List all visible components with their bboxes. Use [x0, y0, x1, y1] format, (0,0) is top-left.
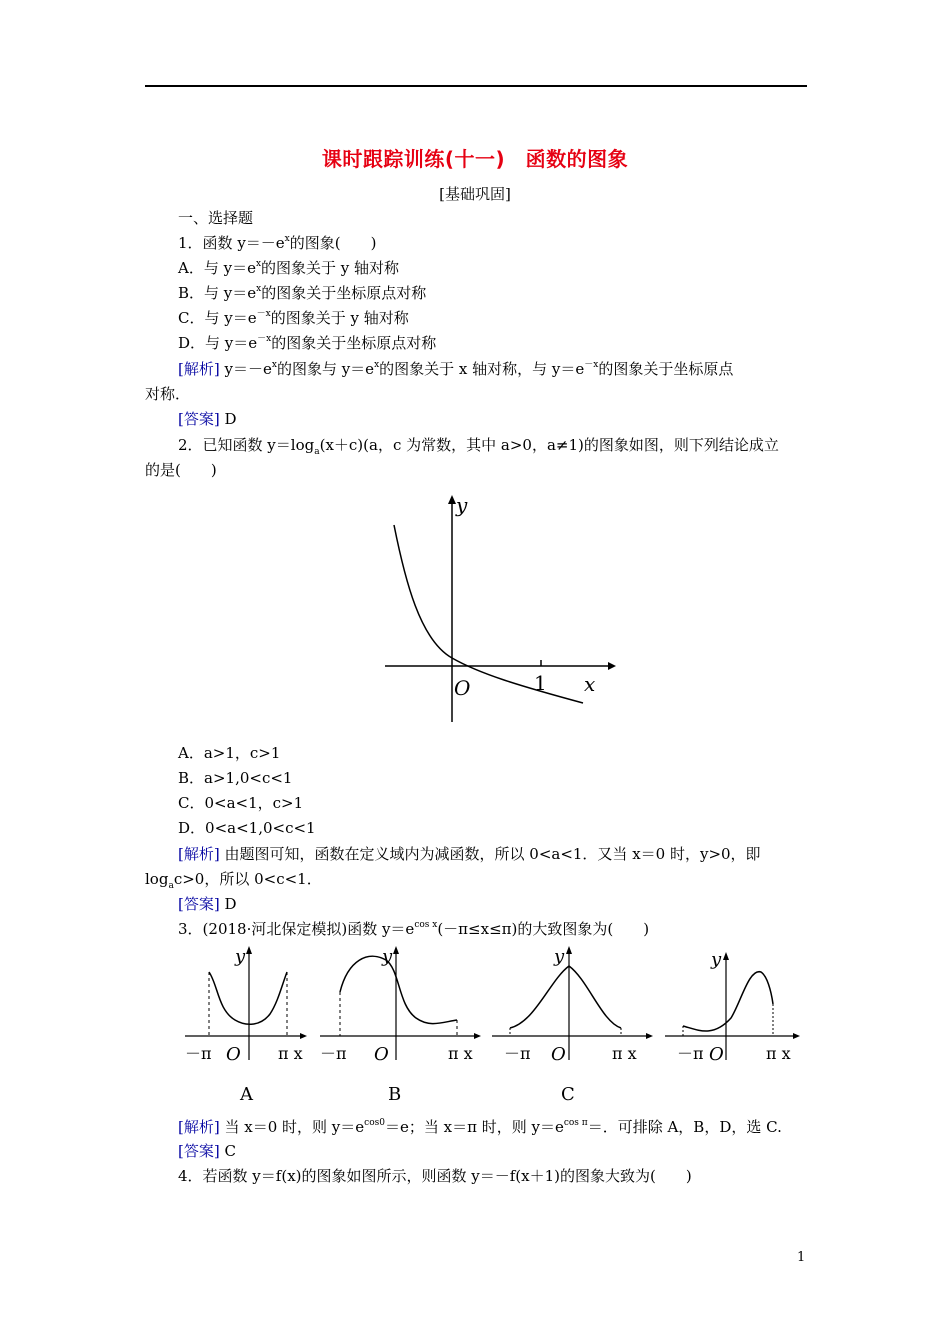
- q1-d-pre: D．与 y＝e: [178, 334, 258, 352]
- q1-analysis-b: 的图象与 y＝e: [276, 360, 375, 378]
- q3b-label-negpi: －π: [320, 1044, 347, 1063]
- q3c-label-pix: π x: [612, 1044, 637, 1063]
- q3d-label-y: y: [711, 949, 722, 970]
- q3b-label-y: y: [382, 946, 393, 967]
- q3-analysis-sup1: cos0: [364, 1118, 385, 1128]
- q1-stem: [178, 233, 376, 256]
- q1-analysis-a-sup: x: [271, 360, 277, 370]
- q3a-label-pix: π x: [278, 1044, 303, 1063]
- q1-answer-value: D: [224, 410, 237, 428]
- q2-graph: [380, 490, 620, 730]
- q3-stem: [178, 919, 649, 942]
- q2-analysis-rest: c>0，所以 0<c<1．: [173, 870, 322, 888]
- q3d-x-arrow: [793, 1033, 800, 1039]
- q3-analysis-c: ＝．可排除 A，B，D，选 C.: [587, 1118, 782, 1136]
- q2-curve: [394, 525, 583, 703]
- q3a-choice-label: A: [240, 1084, 253, 1105]
- q3-graph-d: [663, 940, 808, 1110]
- q2-stem-sub: a: [314, 447, 320, 457]
- q2-stem-b: (x＋c)(a，c 为常数，其中 a>0，a≠1)的图象如图，则下列结论成立: [319, 436, 779, 454]
- q1-analysis-line2: 对称．: [145, 385, 191, 403]
- header-rule: [145, 85, 807, 87]
- q1-a-pre: A．与 y＝e: [178, 259, 256, 277]
- q1-stem-fn: y＝－e: [237, 234, 285, 252]
- q2-option-d: D．0<a<1,0<c<1: [178, 819, 316, 837]
- q4-stem: 4．若函数 y＝f(x)的图象如图所示，则函数 y＝－f(x＋1)的图象大致为( ): [178, 1167, 692, 1185]
- page-number: 1: [797, 1250, 806, 1265]
- q3c-y-arrow: [566, 946, 572, 954]
- q1-option-a: [178, 258, 399, 281]
- q3-stem-a: 3．(2018·河北保定模拟)函数 y＝e: [178, 920, 415, 938]
- q3b-y-arrow: [393, 946, 399, 954]
- q2-label-y: y: [456, 493, 468, 517]
- q2-x-arrow: [608, 662, 616, 670]
- q3d-label-negpi: －π: [677, 1044, 704, 1063]
- answer-tag: [答案]: [178, 895, 220, 913]
- q3a-x-arrow: [300, 1033, 307, 1039]
- q2-label-o: O: [454, 676, 471, 700]
- q3a-y-arrow: [246, 946, 252, 954]
- q3-answer-value: C: [224, 1142, 236, 1160]
- q2-analysis: [178, 844, 761, 864]
- q2-analysis-line1: 由题图可知，函数在定义域内为减函数，所以 0<a<1．又当 x＝0 时，y>0，即: [224, 845, 761, 863]
- q1-d-sup: －x: [257, 334, 272, 344]
- q3c-choice-label: C: [561, 1084, 575, 1105]
- q3-graph-a: [180, 940, 315, 1110]
- q1-d-post: 的图象关于坐标原点对称: [271, 334, 437, 352]
- page-title: 课时跟踪训练(十一) 函数的图象: [321, 147, 629, 171]
- q3-analysis: [178, 1117, 782, 1140]
- q2-y-arrow: [448, 495, 456, 504]
- q1-analysis-c-sup: －x: [584, 360, 599, 370]
- section-heading: 一、选择题: [178, 209, 254, 227]
- q2-analysis-log: log: [145, 870, 169, 888]
- q1-a-sup: x: [255, 259, 262, 269]
- answer-tag: [答案]: [178, 410, 220, 428]
- q1-b-sup: x: [256, 284, 262, 294]
- q3b-label-o: O: [374, 1044, 389, 1065]
- q3a-label-o: O: [226, 1044, 241, 1065]
- q3d-curve: [683, 972, 773, 1031]
- analysis-tag: [解析]: [178, 845, 220, 863]
- answer-tag: [答案]: [178, 1142, 220, 1160]
- q2-option-a: A．a>1，c>1: [178, 744, 281, 762]
- q3-analysis-a: 当 x＝0 时，则 y＝e: [224, 1118, 365, 1136]
- q3c-label-y: y: [554, 946, 565, 967]
- q3-analysis-b: ＝e；当 x＝π 时，则 y＝e: [384, 1118, 564, 1136]
- q3d-label-o: O: [709, 1044, 724, 1065]
- q3c-label-o: O: [551, 1044, 566, 1065]
- q1-analysis-d: 的图象关于坐标原点: [598, 360, 734, 378]
- q3-graph-b: [318, 940, 488, 1110]
- q1-stem-pre: 1．函数: [178, 234, 238, 252]
- q2-stem-a: 2．已知函数 y＝log: [178, 436, 315, 454]
- q1-analysis-a: y＝－e: [224, 360, 272, 378]
- q3c-curve: [510, 966, 621, 1028]
- q1-analysis-c: 的图象关于 x 轴对称，与 y＝e: [379, 360, 585, 378]
- analysis-tag: [解析]: [178, 360, 220, 378]
- q1-stem-sup: x: [284, 234, 290, 244]
- q3a-curve: [209, 972, 287, 1024]
- q3d-label-pix: π x: [766, 1044, 791, 1063]
- q2-analysis-line2: [145, 869, 322, 892]
- q1-b-post: 的图象关于坐标原点对称: [261, 284, 427, 302]
- q1-c-post: 的图象关于 y 轴对称: [270, 309, 409, 327]
- q1-analysis-b-sup: x: [374, 360, 380, 370]
- q1-stem-post: 的图象( ): [289, 234, 377, 252]
- q2-label-1: 1: [534, 671, 547, 695]
- q3c-label-negpi: －π: [504, 1044, 531, 1063]
- q3-stem-sup: cos x: [414, 920, 438, 930]
- q3-analysis-sup2: cos π: [563, 1118, 588, 1128]
- q2-option-b: B．a>1,0<c<1: [178, 769, 293, 787]
- q3c-x-arrow: [646, 1033, 653, 1039]
- section-subtitle: [基础巩固]: [439, 185, 511, 203]
- q3d-y-arrow: [723, 952, 729, 960]
- analysis-tag: [解析]: [178, 1118, 220, 1136]
- q3-graph-c: [490, 940, 660, 1110]
- q2-option-c: C．0<a<1，c>1: [178, 794, 304, 812]
- q2-analysis-sub: a: [168, 881, 174, 891]
- q2-answer-value: D: [224, 895, 237, 913]
- q2-label-x: x: [584, 672, 596, 696]
- q1-option-d: [178, 333, 436, 356]
- q1-c-sup: －x: [256, 309, 271, 319]
- q3-stem-b: (－π≤x≤π)的大致图象为( ): [437, 920, 650, 938]
- q3b-choice-label: B: [388, 1084, 402, 1105]
- q3b-curve: [340, 956, 457, 1023]
- q2-stem-line2: 的是( ): [145, 461, 217, 479]
- q3-answer: [178, 1141, 236, 1161]
- q2-answer: [178, 894, 237, 914]
- q3b-x-arrow: [474, 1033, 481, 1039]
- q1-option-c: [178, 308, 409, 331]
- q1-option-b: [178, 283, 426, 306]
- q1-analysis: [178, 359, 733, 382]
- q1-c-pre: C．与 y＝e: [178, 309, 257, 327]
- q2-stem: [178, 435, 779, 458]
- q3a-label-y: y: [235, 946, 246, 967]
- q1-a-post: 的图象关于 y 轴对称: [261, 259, 400, 277]
- q3a-label-negpi: －π: [185, 1044, 212, 1063]
- q3b-label-pix: π x: [448, 1044, 473, 1063]
- q1-b-pre: B．与 y＝e: [178, 284, 257, 302]
- q1-answer: [178, 409, 237, 429]
